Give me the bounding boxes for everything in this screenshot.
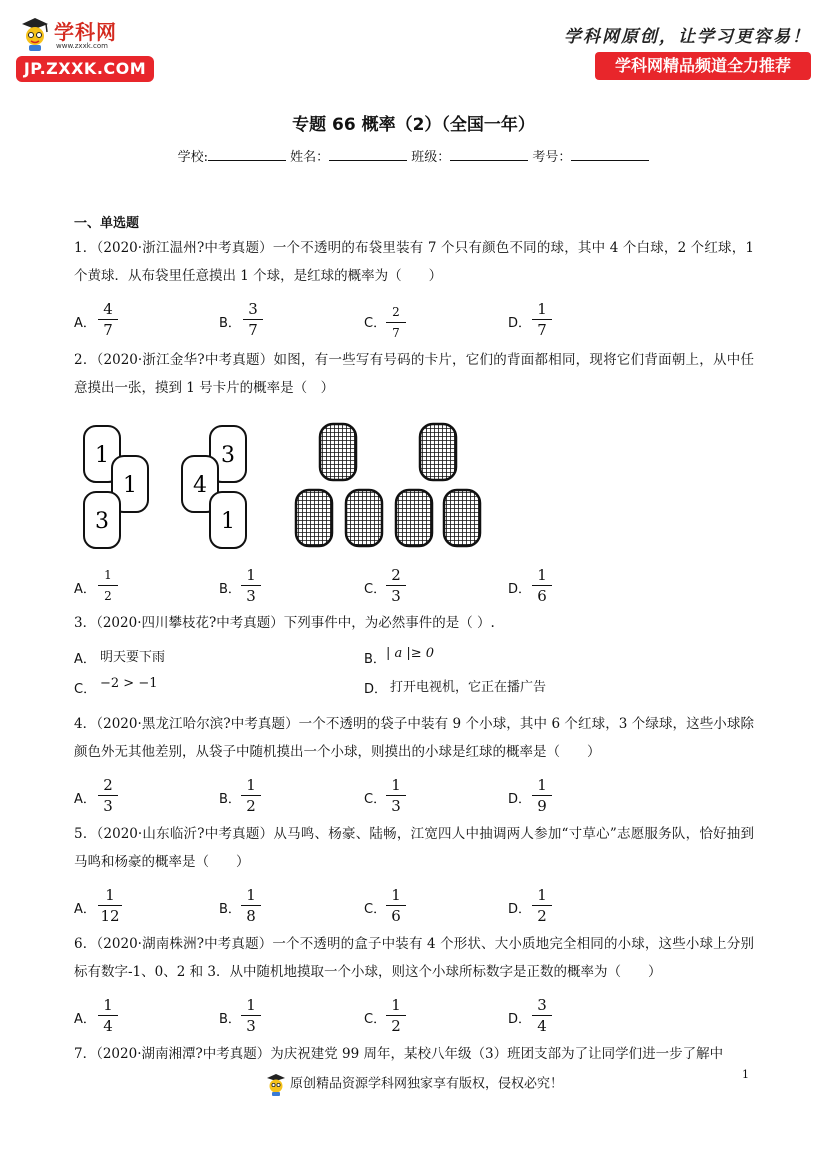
field-school: 学校: <box>177 150 208 165</box>
fraction: 1 7 <box>532 300 552 339</box>
card-back <box>396 490 432 546</box>
option-label: D． <box>508 902 532 917</box>
fraction: 2 7 <box>386 303 406 342</box>
logo-name: 学科网 <box>54 20 117 44</box>
option-label: A． <box>74 902 96 917</box>
fraction: 1 3 <box>241 566 261 605</box>
number-cards-figure <box>78 420 498 554</box>
card-number: 1 <box>221 509 235 534</box>
fraction: 1 2 <box>532 886 552 925</box>
fraction: 1 2 <box>241 776 261 815</box>
fraction: 3 4 <box>532 996 552 1035</box>
student-info-line <box>0 146 827 165</box>
field-class: 班级： <box>411 150 451 165</box>
option-label: A． <box>74 316 96 331</box>
fraction: 4 7 <box>98 300 118 339</box>
option-label: D． <box>508 582 532 597</box>
card-back <box>444 490 480 546</box>
option-label: C． <box>364 316 387 331</box>
fraction: 1 8 <box>241 886 261 925</box>
option-label: D． <box>508 1012 532 1027</box>
question-1-options <box>74 300 754 340</box>
footer <box>0 1072 827 1096</box>
card-number: 1 <box>95 443 109 468</box>
option-label: C． <box>364 582 387 597</box>
card-back <box>320 424 356 480</box>
option-d[interactable] <box>364 666 744 706</box>
card-back <box>420 424 456 480</box>
question-4: 4．（2020·黑龙江哈尔滨?中考真题）一个不透明的袋子中装有 9 个小球，其中 6 个红球，3 个绿球，这些小球除颜色外无其他差别，从袋子中随机摸出一个小球，则摸出的小球是红球的概率是（ ） <box>74 716 754 760</box>
option-text: | a |≥ 0 <box>386 646 435 661</box>
question-6-options <box>74 996 754 1036</box>
slogan: 学科网原创，让学习更容易！ <box>564 27 811 47</box>
option-text: 明天要下雨 <box>100 650 166 665</box>
option-label: D． <box>508 792 532 807</box>
exam-number-blank[interactable] <box>571 148 649 161</box>
mascot-icon <box>264 1072 288 1096</box>
fraction: 1 6 <box>386 886 406 925</box>
card-number: 1 <box>123 473 137 498</box>
fraction: 2 3 <box>386 566 406 605</box>
fraction: 1 12 <box>98 886 122 925</box>
field-name: 姓名： <box>290 150 330 165</box>
option-c[interactable] <box>74 666 354 706</box>
name-blank[interactable] <box>329 148 407 161</box>
logo-url: www.zxxk.com <box>56 42 108 50</box>
option-text: 打开电视机，它正在播广告 <box>390 680 547 695</box>
footer-text: 原创精品资源学科网独家享有版权，侵权必究！ <box>289 1076 563 1092</box>
option-label: B． <box>219 582 241 597</box>
option-label: B． <box>219 792 241 807</box>
question-5: 5．（2020·山东临沂?中考真题）从马鸣、杨豪、陆畅，江宽四人中抽调两人参加“寸草心”志愿服务队，恰好抽到马鸣和杨豪的概率是（ ） <box>74 826 754 870</box>
field-exam-number: 考号： <box>532 150 572 165</box>
mascot-icon <box>18 16 52 52</box>
option-label: B． <box>219 902 241 917</box>
logo <box>16 14 156 84</box>
page-title: 专题 66 概率（2）（全国一年） <box>292 115 535 135</box>
fraction: 1 3 <box>241 996 261 1035</box>
class-blank[interactable] <box>450 148 528 161</box>
option-label: A． <box>74 1012 96 1027</box>
question-2: 2．（2020·浙江金华?中考真题）如图，有一些写有号码的卡片，它们的背面都相同，现将它们背面朝上，从中任意摸出一张，摸到 1 号卡片的概率是（ ） <box>74 352 754 396</box>
option-text: −2 > −1 <box>100 676 158 691</box>
question-2-options <box>74 566 754 606</box>
card-number: 3 <box>95 509 109 534</box>
card-number: 4 <box>193 473 207 498</box>
fraction: 1 9 <box>532 776 552 815</box>
option-label: A． <box>74 652 96 667</box>
option-label: C． <box>364 1012 387 1027</box>
option-label: D． <box>508 316 532 331</box>
section-heading: 一、单选题 <box>74 216 140 231</box>
fraction: 3 7 <box>243 300 263 339</box>
question-3: 3．（2020·四川攀枝花?中考真题）下列事件中，为必然事件的是（ ）. <box>74 615 495 631</box>
question-3-options-row2 <box>74 666 754 706</box>
question-6: 6．（2020·湖南株洲?中考真题）一个不透明的盒子中装有 4 个形状、大小质地完全相同的小球，这些小球上分别标有数字-1、0、2 和 3．从中随机地摸取一个小球，则这个小球所标数字是正数的概率为（ ） <box>74 936 754 980</box>
question-4-options <box>74 776 754 816</box>
card-back <box>346 490 382 546</box>
option-label: B． <box>219 1012 241 1027</box>
question-7: 7．（2020·湖南湘潭?中考真题）为庆祝建党 99 周年，某校八年级（3）班团支部为了让同学们进一步了解中 <box>74 1046 724 1062</box>
logo-badge: JP.ZXXK.COM <box>16 56 154 82</box>
fraction: 2 3 <box>98 776 118 815</box>
card-back <box>296 490 332 546</box>
option-label: A． <box>74 582 96 597</box>
option-label: B． <box>219 316 241 331</box>
fraction: 1 3 <box>386 776 406 815</box>
question-1: 1．（2020·浙江温州?中考真题）一个不透明的布袋里装有 7 个只有颜色不同的球，其中 4 个白球，2 个红球，1 个黄球．从布袋里任意摸出 1 个球，是红球的概率为（ ） <box>74 240 754 284</box>
school-blank[interactable] <box>208 148 286 161</box>
slogan-badge: 学科网精品频道全力推荐 <box>595 52 811 80</box>
question-5-options <box>74 886 754 926</box>
option-label: B． <box>364 652 386 667</box>
option-label: A． <box>74 792 96 807</box>
card-number: 3 <box>221 443 235 468</box>
fraction: 1 2 <box>98 566 118 605</box>
option-label: C． <box>364 792 387 807</box>
option-label: D． <box>364 682 388 697</box>
option-label: C． <box>74 682 97 697</box>
fraction: 1 6 <box>532 566 552 605</box>
fraction: 1 2 <box>386 996 406 1035</box>
page-number: 1 <box>742 1068 749 1081</box>
option-label: C． <box>364 902 387 917</box>
fraction: 1 4 <box>98 996 118 1035</box>
